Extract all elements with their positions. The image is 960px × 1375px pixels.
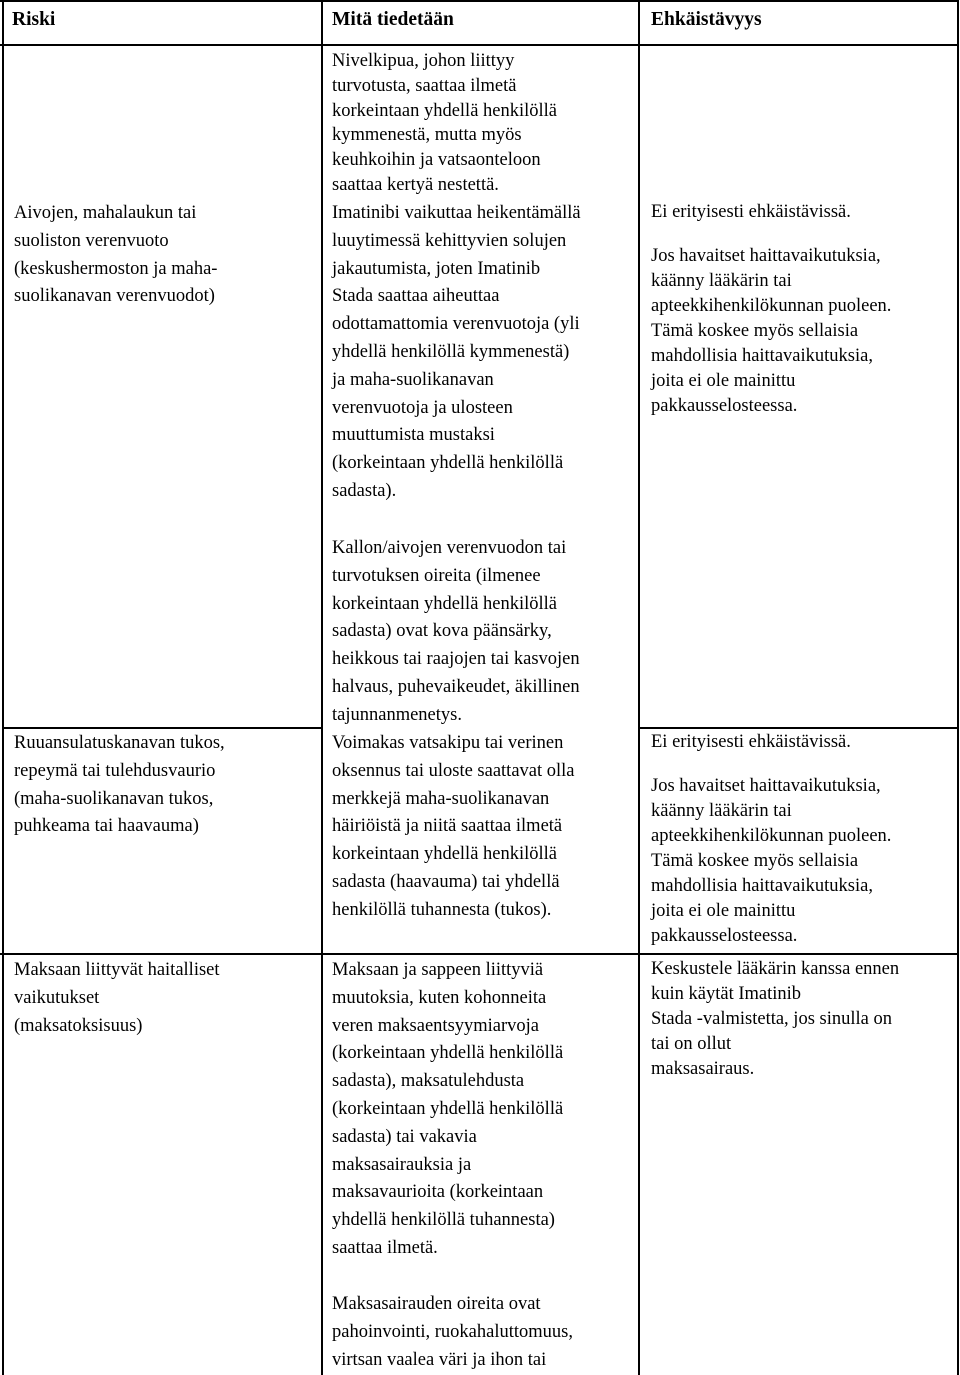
risk-gi-obstruction: Ruuansulatuskanavan tukos, repeymä tai tulehdusvaurio (maha-suolikanavan tukos, puhkeama tai haavauma) — [14, 733, 225, 837]
header-prevent: Ehkäistävyys — [651, 9, 762, 30]
prevent-liver-toxicity: Keskustele lääkärin kanssa ennen kuin käytät Imatinib Stada -valmistetta, jos sinulla on tai on ollut maksasairaus. — [651, 959, 900, 1079]
table-column-divider-1 — [321, 0, 323, 1375]
row-divider-prevent-1 — [638, 727, 959, 729]
known-liver-symptoms: Maksasairauden oireita ovat pahoinvointi, ruokahaluttomuus, virtsan vaalea väri ja ihon tai — [332, 1294, 573, 1370]
known-gi-obstruction: Voimakas vatsakipu tai verinen oksennus tai uloste saattavat olla merkkejä maha-suolikanavan häiriöistä ja niitä saattaa ilmetä korkeintaan yhdellä henkilöllä sadasta (haavauma) tai yhdellä henkilöllä tuhannesta (tukos). — [332, 733, 575, 920]
row-divider-2 — [0, 953, 959, 955]
header-divider — [0, 44, 959, 46]
table-column-divider-2 — [638, 0, 640, 1375]
table-border-right — [957, 0, 959, 1375]
known-joint-pain: Nivelkipua, johon liittyy turvotusta, saattaa ilmetä korkeintaan yhdellä henkilöllä kymmenestä, mutta myös keuhkoihin ja vatsaonteloon saattaa kertyä nestettä. — [332, 51, 558, 195]
prevent-bleeding: Ei erityisesti ehkäistävissä. Jos havaitset haittavaikutuksia, käänny lääkärin tai apteekkihenkilökunnan puoleen. Tämä koskee myös sellaisia mahdollisia haittavaikutuksia, joita ei ole mainittu pakkausselosteessa. — [651, 202, 892, 416]
table-border-left — [2, 0, 4, 1375]
known-bleeding: Imatinibi vaikuttaa heikentämällä luuytimessä kehittyvien solujen jakautumista, joten Imatinib Stada saattaa aiheuttaa odottamattomia verenvuotoja (yli yhdellä henkilöllä kymmenestä) ja maha-suolikanavan verenvuotoja ja ulosteen muuttumista mustaksi (korkeintaan yhdellä henkilöllä sadasta). — [332, 203, 581, 501]
known-brain-bleeding-symptoms: Kallon/aivojen verenvuodon tai turvotuksen oireita (ilmenee korkeintaan yhdellä henkilöllä sadasta) ovat kova päänsärky, heikkous tai raajojen tai kasvojen halvaus, puhevaikeudet, äkillinen tajunnanmenetys. — [332, 538, 580, 725]
risk-liver-toxicity: Maksaan liittyvät haitalliset vaikutukset (maksatoksisuus) — [14, 960, 220, 1036]
header-risk: Riski — [12, 9, 56, 30]
row-divider-risk-1 — [2, 727, 323, 729]
prevent-gi-obstruction: Ei erityisesti ehkäistävissä. Jos havaitset haittavaikutuksia, käänny lääkärin tai apteekkihenkilökunnan puoleen. Tämä koskee myös sellaisia mahdollisia haittavaikutuksia, joita ei ole mainittu pakkausselosteessa. — [651, 732, 892, 946]
risk-bleeding: Aivojen, mahalaukun tai suoliston verenvuoto (keskushermoston ja maha- suolikanavan verenvuodot) — [14, 203, 218, 307]
table-border-top — [0, 0, 959, 2]
known-liver-toxicity: Maksaan ja sappeen liittyviä muutoksia, kuten kohonneita veren maksaentsyymiarvoja (korkeintaan yhdellä henkilöllä sadasta), maksatulehdusta (korkeintaan yhdellä henkilöllä sadasta) tai vakavia maksasairauksia ja maksavaurioita (korkeintaan yhdellä henkilöllä tuhannesta) saattaa ilmetä. — [332, 960, 564, 1258]
header-known: Mitä tiedetään — [332, 9, 454, 30]
